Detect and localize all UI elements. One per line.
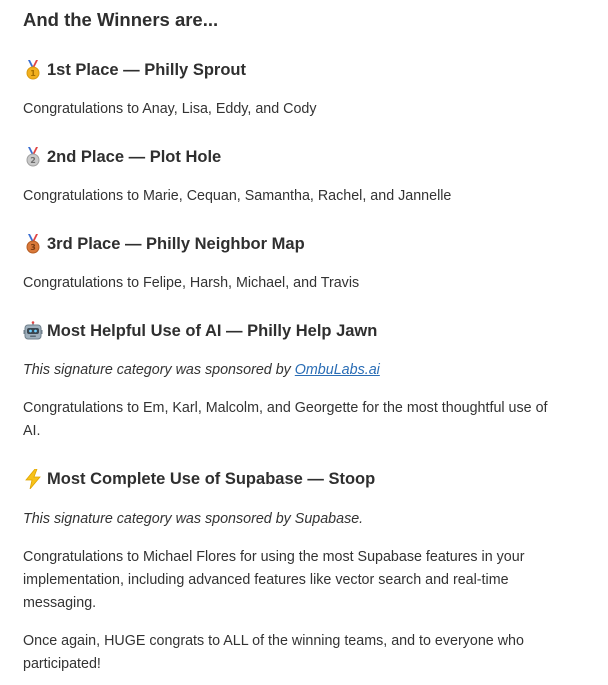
first-place-title: 1st Place — Philly Sprout (47, 61, 246, 79)
third-place-title: 3rd Place — Philly Neighbor Map (47, 235, 305, 253)
third-place-congrats: Congratulations to Felipe, Harsh, Michael, and Travis (23, 275, 360, 291)
svg-text:2: 2 (30, 156, 36, 165)
ai-award-congrats: Congratulations to Em, Karl, Malcolm, and Georgette for the most thoughtful use of AI. (23, 400, 548, 439)
winners-heading: And the Winners are... (23, 9, 219, 30)
first-place-heading (23, 59, 563, 81)
ai-sponsor-prefix: This signature category was sponsored by (23, 362, 295, 378)
supabase-award-congrats: Congratulations to Michael Flores for using the most Supabase features in your implementation, including advanced features like vector search and real-time messaging. (23, 549, 525, 611)
first-place-congrats: Congratulations to Anay, Lisa, Eddy, and Cody (23, 101, 317, 117)
second-place-congrats: Congratulations to Marie, Cequan, Samantha, Rachel, and Jannelle (23, 188, 452, 204)
supabase-award-heading (23, 468, 563, 490)
svg-text:3: 3 (30, 243, 36, 252)
second-place-title: 2nd Place — Plot Hole (47, 148, 222, 166)
second-place-heading (23, 146, 563, 168)
gold-medal-icon (23, 60, 43, 80)
lightning-icon (23, 469, 43, 489)
third-place-heading (23, 233, 563, 255)
svg-text:1: 1 (30, 69, 36, 78)
ai-sponsor-note (23, 359, 563, 382)
supabase-sponsor-note: This signature category was sponsored by Supabase. (23, 511, 364, 527)
closing-message: Once again, HUGE congrats to ALL of the winning teams, and to everyone who participated! (23, 633, 524, 672)
ai-award-title: Most Helpful Use of AI — Philly Help Jawn (47, 322, 378, 340)
robot-icon (23, 321, 43, 341)
ombulabs-link[interactable]: OmbuLabs.ai (294, 362, 380, 378)
silver-medal-icon (23, 147, 43, 167)
supabase-award-title: Most Complete Use of Supabase — Stoop (47, 470, 376, 488)
ai-award-heading (23, 320, 563, 342)
bronze-medal-icon (23, 234, 43, 254)
